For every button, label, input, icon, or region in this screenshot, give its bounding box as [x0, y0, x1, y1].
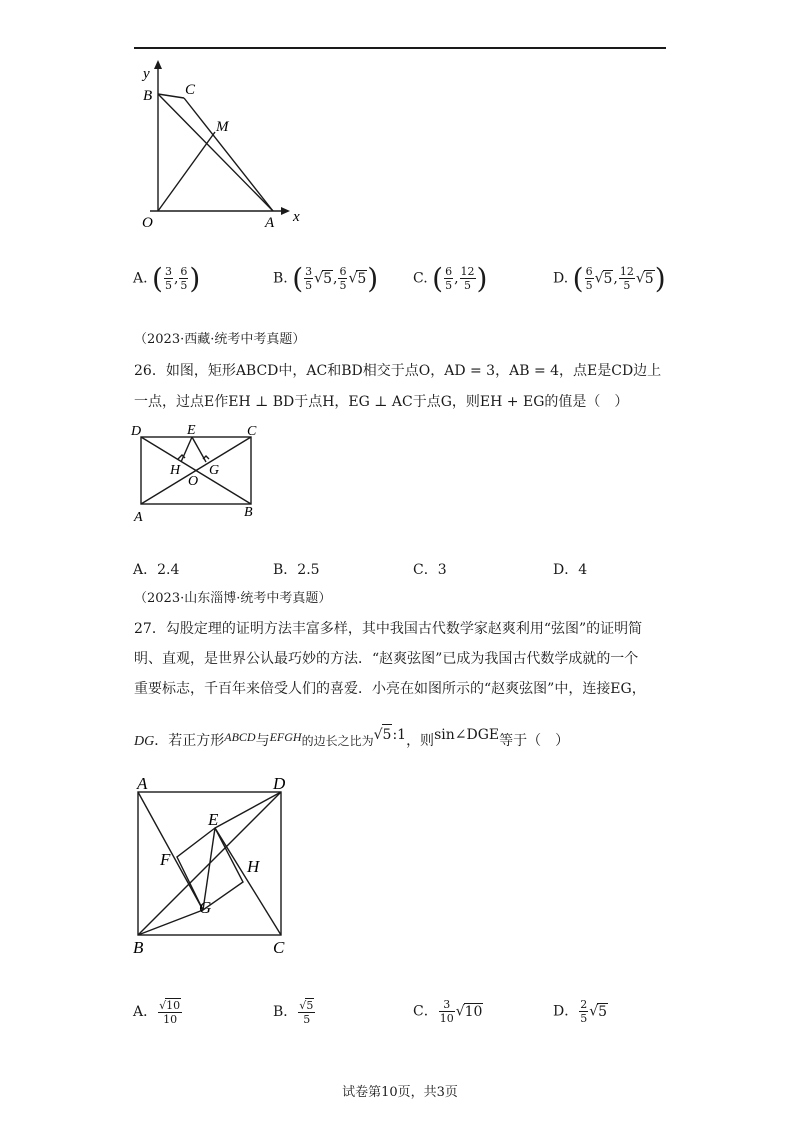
label-c: C — [273, 938, 285, 956]
q27-text-line4: DG．若正方形ABCD与EFGH的边长之比为√5:1，则sin∠DGE等于（ ） — [134, 724, 569, 752]
label-h: H — [247, 857, 260, 876]
segment-ca — [184, 98, 273, 211]
label-g: G — [209, 463, 220, 478]
segment-ba — [158, 94, 273, 211]
label-d: D — [273, 774, 286, 793]
label-a: A — [265, 215, 275, 231]
figure-q25 — [130, 58, 310, 238]
segment-de — [215, 792, 281, 828]
label-f: F — [160, 850, 171, 869]
label-g: G — [199, 898, 212, 917]
label-m: M — [216, 119, 229, 135]
top-rule — [134, 47, 666, 49]
label-a: A — [137, 774, 148, 793]
label-y: y — [143, 66, 150, 82]
label-b: B — [133, 938, 144, 956]
segment-bg — [138, 910, 203, 935]
q27-text-line2: 明、直观，是世界公认最巧妙的方法．“赵爽弦图”已成为我国古代数学成就的一个 — [134, 651, 639, 667]
label-d: D — [131, 424, 142, 439]
q25-option-c[interactable]: C. ( $\frac{6}{5}$ , $\frac{12}{5}$ ) — [413, 262, 488, 295]
figure-q26 — [130, 418, 270, 530]
label-b: B — [244, 505, 253, 520]
q26-option-a[interactable]: A．2.4 — [133, 562, 180, 578]
segment-om — [158, 132, 215, 211]
q26-text-line2: 一点，过点E作EH ⊥ BD于点H，EG ⊥ AC于点G，则EH + EG的值是（ ） — [134, 394, 629, 410]
q25-option-a[interactable]: A. ( $\frac{3}{5}$ , $\frac{6}{5}$ ) — [133, 262, 201, 295]
q26-option-d[interactable]: D．4 — [553, 562, 588, 578]
label-c: C — [247, 424, 257, 439]
q27-option-d[interactable]: D． $\frac{2}{5}$ √5 — [553, 998, 608, 1025]
segment-ag — [138, 792, 203, 910]
label-h: H — [170, 463, 181, 478]
label-c: C — [185, 82, 196, 98]
q27-option-b[interactable]: B． $\frac{√5}{5}$ — [273, 999, 314, 1026]
label-a: A — [134, 510, 143, 525]
q27-source: （2023·山东淄博·统考中考真题） — [134, 591, 332, 606]
q27-option-c[interactable]: C． $\frac{3}{10}$ √10 — [413, 998, 483, 1025]
q27-option-a[interactable]: A． $\frac{√10}{10}$ — [133, 999, 181, 1026]
label-e: E — [187, 423, 196, 438]
figure-q27 — [128, 770, 298, 956]
label-x: x — [293, 209, 300, 225]
y-arrow — [154, 60, 162, 69]
segment-ce — [215, 828, 281, 935]
page-footer: 试卷第10页，共3页 — [342, 1085, 458, 1100]
label-b: B — [143, 88, 153, 104]
q25-option-d[interactable]: D. ( $\frac{6}{5}$ √5, $\frac{12}{5}$ √5) — [553, 262, 666, 295]
x-arrow — [281, 207, 290, 215]
q26-source: （2023·西藏·统考中考真题） — [134, 332, 306, 347]
q25-option-b[interactable]: B. ( $\frac{3}{5}$ √5, $\frac{6}{5}$ √5) — [273, 262, 379, 295]
q26-text-line1: 26．如图，矩形ABCD中，AC和BD相交于点O，AD = 3，AB = 4，点E是CD边上 — [134, 363, 662, 379]
right-angle-g — [203, 456, 209, 459]
label-e: E — [208, 810, 219, 829]
q27-text-line3: 重要标志，千百年来倍受人们的喜爱．小亮在如图所示的“赵爽弦图”中，连接EG， — [134, 681, 646, 697]
label-o: O — [142, 215, 153, 231]
q26-option-c[interactable]: C．3 — [413, 562, 447, 578]
q26-option-b[interactable]: B．2.5 — [273, 562, 320, 578]
label-o: O — [188, 474, 199, 489]
segment-eh — [181, 437, 192, 462]
q27-text-line1: 27．勾股定理的证明方法丰富多样，其中我国古代数学家赵爽利用“弦图”的证明简 — [134, 621, 643, 637]
